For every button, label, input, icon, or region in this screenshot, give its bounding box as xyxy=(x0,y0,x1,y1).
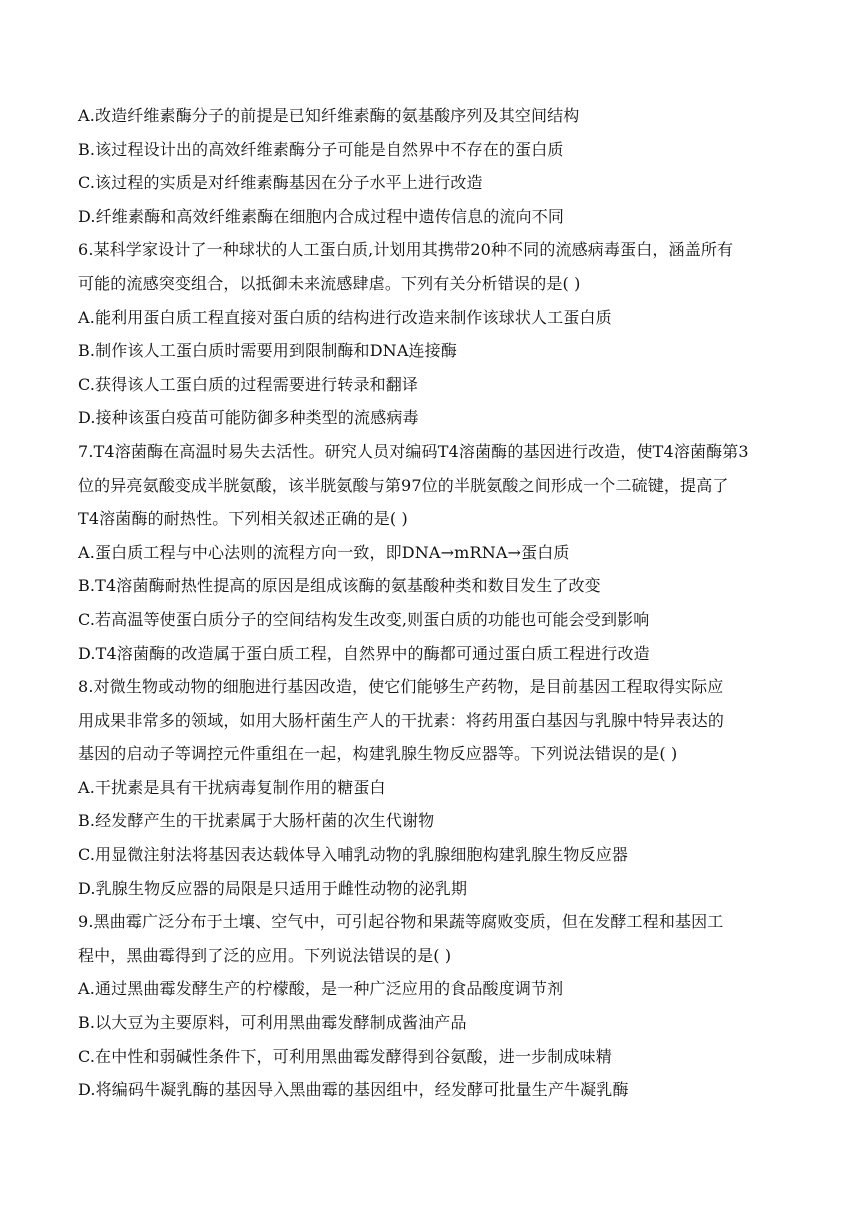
option-line: D.T4溶菌酶的改造属于蛋白质工程，自然界中的酶都可通过蛋白质工程进行改造 xyxy=(78,643,650,663)
question-8-stem: 基因的启动子等调控元件重组在一起，构建乳腺生物反应器等。下列说法错误的是( ) xyxy=(78,744,678,764)
option-line: B.制作该人工蛋白质时需要用到限制酶和DNA连接酶 xyxy=(78,341,457,361)
option-line: C.用显微注射法将基因表达载体导入哺乳动物的乳腺细胞构建乳腺生物反应器 xyxy=(78,845,629,865)
option-line: C.获得该人工蛋白质的过程需要进行转录和翻译 xyxy=(78,374,419,394)
question-6-stem: 6.某科学家设计了一种球状的人工蛋白质,计划用其携带20种不同的流感病毒蛋白，涵盖所有 xyxy=(78,240,734,260)
question-7-stem: 位的异亮氨酸变成半胱氨酸，该半胱氨酸与第97位的半胱氨酸之间形成一个二硫键，提高了 xyxy=(78,475,729,495)
option-line: D.将编码牛凝乳酶的基因导入黑曲霉的基因组中，经发酵可批量生产牛凝乳酶 xyxy=(78,1080,629,1100)
option-line: A.通过黑曲霉发酵生产的柠檬酸，是一种广泛应用的食品酸度调节剂 xyxy=(78,979,564,999)
document-page xyxy=(78,99,793,1107)
option-line: A.能利用蛋白质工程直接对蛋白质的结构进行改造来制作该球状人工蛋白质 xyxy=(78,307,612,327)
question-6-stem: 可能的流感突变组合，以抵御未来流感肆虐。下列有关分析错误的是( ) xyxy=(78,273,581,293)
option-line: D.乳腺生物反应器的局限是只适用于雌性动物的泌乳期 xyxy=(78,878,468,898)
option-line: A.干扰素是具有干扰病毒复制作用的糖蛋白 xyxy=(78,777,386,797)
question-9-stem: 程中，黑曲霉得到了泛的应用。下列说法错误的是( ) xyxy=(78,945,452,965)
question-7-stem: T4溶菌酶的耐热性。下列相关叙述正确的是( ) xyxy=(78,509,408,529)
text-line: C.该过程的实质是对纤维素酶基因在分子水平上进行改造 xyxy=(78,173,483,193)
question-7-stem: 7.T4溶菌酶在高温时易失去活性。研究人员对编码T4溶菌酶的基因进行改造，使T4溶菌酶第3 xyxy=(78,441,749,461)
question-9-stem: 9.黑曲霉广泛分布于土壤、空气中，可引起谷物和果蔬等腐败变质，但在发酵工程和基因工 xyxy=(78,912,724,932)
question-8-stem: 8.对微生物或动物的细胞进行基因改造，使它们能够生产药物，是目前基因工程取得实际应 xyxy=(78,677,724,697)
question-8-stem: 用成果非常多的领域，如用大肠杆菌生产人的干扰素：将药用蛋白基因与乳腺中特异表达的 xyxy=(78,710,725,730)
option-line: D.接种该蛋白疫苗可能防御多种类型的流感病毒 xyxy=(78,408,419,428)
text-line: A.改造纤维素酶分子的前提是已知纤维素酶的氨基酸序列及其空间结构 xyxy=(78,106,580,125)
option-line: B.T4溶菌酶耐热性提高的原因是组成该酶的氨基酸种类和数目发生了改变 xyxy=(78,576,601,596)
option-line: C.在中性和弱碱性条件下，可利用黑曲霉发酵得到谷氨酸，进一步制成味精 xyxy=(78,1046,612,1066)
option-line: B.以大豆为主要原料，可利用黑曲霉发酵制成酱油产品 xyxy=(78,1013,467,1033)
option-line: C.若高温等使蛋白质分子的空间结构发生改变,则蛋白质的功能也可能会受到影响 xyxy=(78,609,650,629)
option-line: A.蛋白质工程与中心法则的流程方向一致，即DNA→mRNA→蛋白质 xyxy=(78,542,570,562)
text-line: B.该过程设计出的高效纤维素酶分子可能是自然界中不存在的蛋白质 xyxy=(78,139,564,159)
option-line: B.经发酵产生的干扰素属于大肠杆菌的次生代谢物 xyxy=(78,811,435,831)
text-line: D.纤维素酶和高效纤维素酶在细胞内合成过程中遗传信息的流向不同 xyxy=(78,206,564,226)
